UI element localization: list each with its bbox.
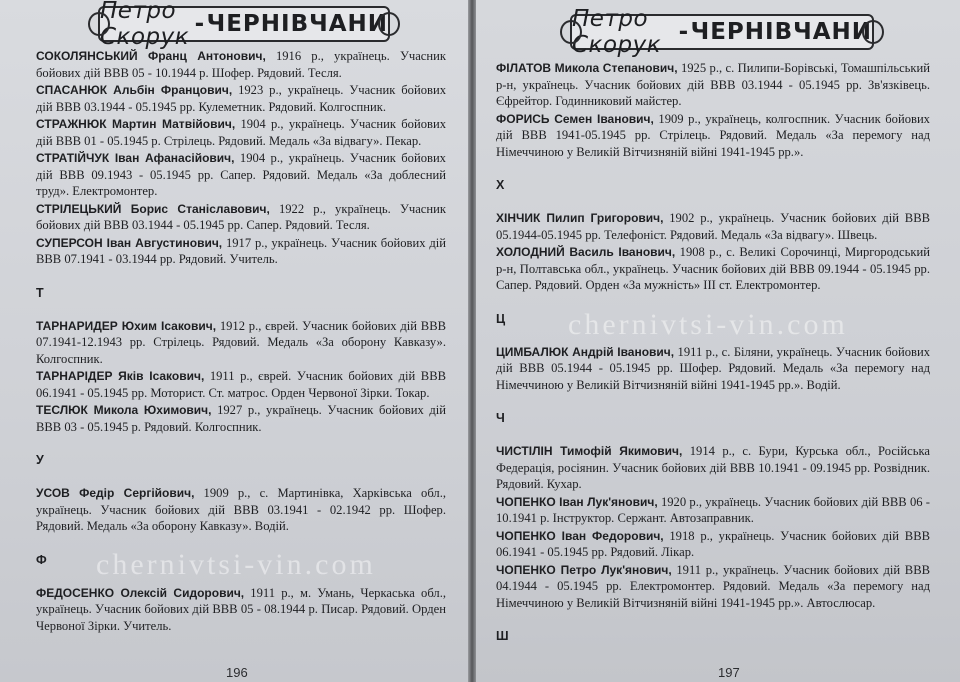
left-page [0, 0, 468, 682]
entry-text: 1904 р., українець. Учасник бойових дій ВВВ 09.1943 - 05.1945 рр. Сапер. Рядовий. Медаль «За доблесний труд». Електромонтер. [36, 151, 446, 198]
header-city: ЧЕРНІВЧАНИ [690, 19, 872, 45]
entry-name: СТРАЖНЮК Мартин Матвійович, [36, 117, 236, 131]
biography-entry [496, 344, 930, 394]
entry-name: ЧОПЕНКО Петро Лук'янович, [496, 562, 672, 577]
biography-entry [496, 111, 930, 161]
biography-entry [36, 150, 446, 200]
entry-name: ТЕСЛЮК Микола Юхимович, [36, 403, 212, 417]
biography-entry [496, 244, 930, 294]
section-letter: Ф [36, 552, 47, 567]
entry-name: СТРІЛЕЦЬКИЙ Борис Станіславович, [36, 201, 270, 216]
biography-entry [496, 210, 930, 243]
entry-name: ТАРНАРІДЕР Яків Ісакович, [36, 369, 205, 383]
entry-name: ФЕДОСЕНКО Олексій Сидорович, [36, 585, 245, 600]
right-page-content [496, 60, 930, 661]
entry-text: 1911 р., м. Умань, Черкаська обл., українець. Учасник бойових дій ВВВ 05 - 08.1944 р. Писар. Рядовий. Орден Червоної Зірки. Учитель. [36, 585, 446, 633]
entry-text: 1923 р., українець. Учасник бойових дій ВВВ 03.1944 - 05.1945 рр. Кулеметник. Рядовий. Колгоспник. [36, 83, 447, 114]
entry-text: 1917 р., українець. Учасник бойових дій ВВВ 07.1941 - 03.1944 рр. Рядовий. Учитель. [36, 235, 446, 266]
header-dash: - [194, 11, 205, 37]
section-letter: Ц [496, 311, 506, 326]
watermark: chernivtsi-vin.com [568, 308, 848, 341]
page-header-banner [98, 0, 390, 50]
entry-text: 1918 р., українець. Учасник бойових дій ВВВ 06.1941 - 05.1945 рр. Рядовий. Лікар. [496, 528, 930, 559]
biography-entry [36, 116, 446, 149]
biography-entry [36, 485, 446, 535]
right-page [476, 0, 960, 682]
entry-text: 1911 р., с. Біляни, українець. Учасник бойових дій ВВВ 05.1944 - 05.1945 рр. Шофер. Рядовий. Медаль «За перемогу над Німеччиною у Великій Вітчизняній війні 1941-1945 рр.». Водій. [496, 344, 930, 392]
section-letter: У [36, 453, 44, 467]
entry-name: ХОЛОДНИЙ Василь Іванович, [496, 245, 676, 259]
entry-name: ЧОПЕНКО Іван Лук'янович, [496, 494, 658, 509]
entry-text: 1909 р., українець, колгоспник. Учасник бойових дій ВВВ 1941-05.1945 рр. Стрілець. Рядовий. Медаль «За перемогу над Німеччиною у Великій Вітчизняній війні 1941-1945 рр.». [496, 111, 930, 159]
section-letter: Х [496, 178, 505, 192]
entry-text: 1914 р., с. Бури, Курська обл., Російська Федерація, росіянин. Учасник бойових дій ВВВ 10.1941 - 09.1945 рр. Розвідник. Рядовий. Кухар. [496, 444, 930, 491]
entry-text: 1922 р., українець. Учасник бойових дій ВВВ 03.1944 - 05.1945 рр. Сапер. Рядовий. Тесля. [36, 201, 446, 232]
header-city: ЧЕРНІВЧАНИ [206, 11, 388, 37]
biography-entry [36, 368, 446, 401]
entry-text: 1911 р., єврей. Учасник бойових дій ВВВ 06.1941 - 05.1945 рр. Моторист. Ст. матрос. Орден Червоної Зірки. Токар. [36, 369, 446, 400]
entry-name: СУПЕРСОН Іван Августинович, [36, 235, 223, 250]
header-author: Петро Скорук [572, 6, 662, 58]
entry-text: 1909 р., с. Мартинівка, Харківська обл., українець. Учасник бойових дій ВВВ 03.1941 - 02.1942 рр. Шофер. Рядовий. Медаль «За оборону Кавказу». Водій. [36, 486, 446, 533]
entry-text: 1908 р., с. Великі Сорочинці, Миргородський р-н, Полтавська обл., українець. Учасник бойових дій ВВВ 09.1944 - 05.1945 рр. Сапер. Рядовий. Орден «За мужність» ІІІ ст. Електромонтер. [496, 245, 930, 292]
entry-text: 1920 р., українець. Учасник бойових дій ВВВ 06 - 10.1941 р. Інструктор. Сержант. Автозаправник. [496, 494, 930, 525]
entry-name: ФІЛАТОВ Микола Степанович, [496, 61, 678, 75]
entry-name: СПАСАНЮК Альбін Францович, [36, 83, 233, 97]
page-number: 196 [226, 665, 248, 680]
biography-entry [496, 60, 930, 110]
watermark: chernivtsi-vin.com [96, 548, 376, 581]
entry-text: 1912 р., єврей. Учасник бойових дій ВВВ 07.1941-12.1943 рр. Стрілець. Рядовий. Медаль «За оборону Кавказу». Колгоспник. [36, 318, 447, 366]
biography-entry [36, 48, 446, 81]
section-letter: Т [36, 285, 44, 300]
entry-text: 1927 р., українець. Учасник бойових дій ВВВ 03 - 05.1945 р. Рядовий. Колгоспник. [36, 403, 446, 434]
entry-text: 1902 р., українець. Учасник бойових дій ВВВ 05.1944-05.1945 рр. Телефоніст. Рядовий. Медаль «За відвагу». Швець. [496, 211, 930, 242]
section-letter: Ш [496, 629, 509, 643]
entry-name: ТАРНАРИДЕР Юхим Ісакович, [36, 318, 217, 333]
entry-name: ХІНЧИК Пилип Григорович, [496, 211, 664, 225]
biography-entry [36, 201, 446, 234]
entry-name: ЧОПЕНКО Іван Федорович, [496, 528, 664, 543]
biography-entry [36, 82, 446, 115]
biography-entry [496, 528, 930, 561]
header-author: Петро Скорук [100, 0, 190, 50]
section-letter: Ч [496, 411, 505, 425]
left-page-content [36, 48, 446, 635]
biography-entry [36, 402, 446, 435]
page-number: 197 [718, 665, 740, 680]
biography-entry [496, 562, 930, 612]
entry-name: ФОРИСЬ Семен Іванович, [496, 111, 654, 126]
entry-text: 1911 р., українець. Учасник бойових дій ВВВ 04.1944 - 05.1945 рр. Електромонтер. Рядовий. Медаль «За перемогу над Німеччиною у Великій Вітчизняній війні 1941-1945 рр.». Автослюсар. [496, 562, 930, 610]
entry-name: ЦИМБАЛЮК Андрій Іванович, [496, 344, 675, 359]
entry-name: ЧИСТІЛІН Тимофій Якимович, [496, 444, 683, 458]
entry-name: СТРАТІЙЧУК Іван Афанасійович, [36, 151, 235, 165]
biography-entry [36, 318, 446, 368]
entry-name: УСОВ Федір Сергійович, [36, 486, 195, 500]
entry-text: 1925 р., с. Пилипи-Борівські, Томашпільський р-н, українець. Учасник бойових дій ВВВ 03.1944 - 05.1945 рр. Зв'язківець. Єфрейтор. Годинниковий майстер. [496, 61, 930, 108]
biography-entry [36, 235, 446, 268]
entry-text: 1904 р., українець. Учасник бойових дій ВВВ 01 - 05.1945 р. Стрілець. Рядовий. Медаль «За відвагу». Пекар. [36, 117, 446, 148]
page-header-banner [570, 6, 874, 58]
biography-entry [496, 494, 930, 527]
biography-entry [36, 585, 446, 635]
entry-text: 1916 р., українець. Учасник бойових дій ВВВ 05 - 10.1944 р. Шофер. Рядовий. Тесля. [36, 49, 446, 80]
header-dash: - [678, 19, 689, 45]
entry-name: СОКОЛЯНСЬКИЙ Франц Антонович, [36, 49, 266, 63]
biography-entry [496, 443, 930, 493]
book-gutter [468, 0, 476, 682]
